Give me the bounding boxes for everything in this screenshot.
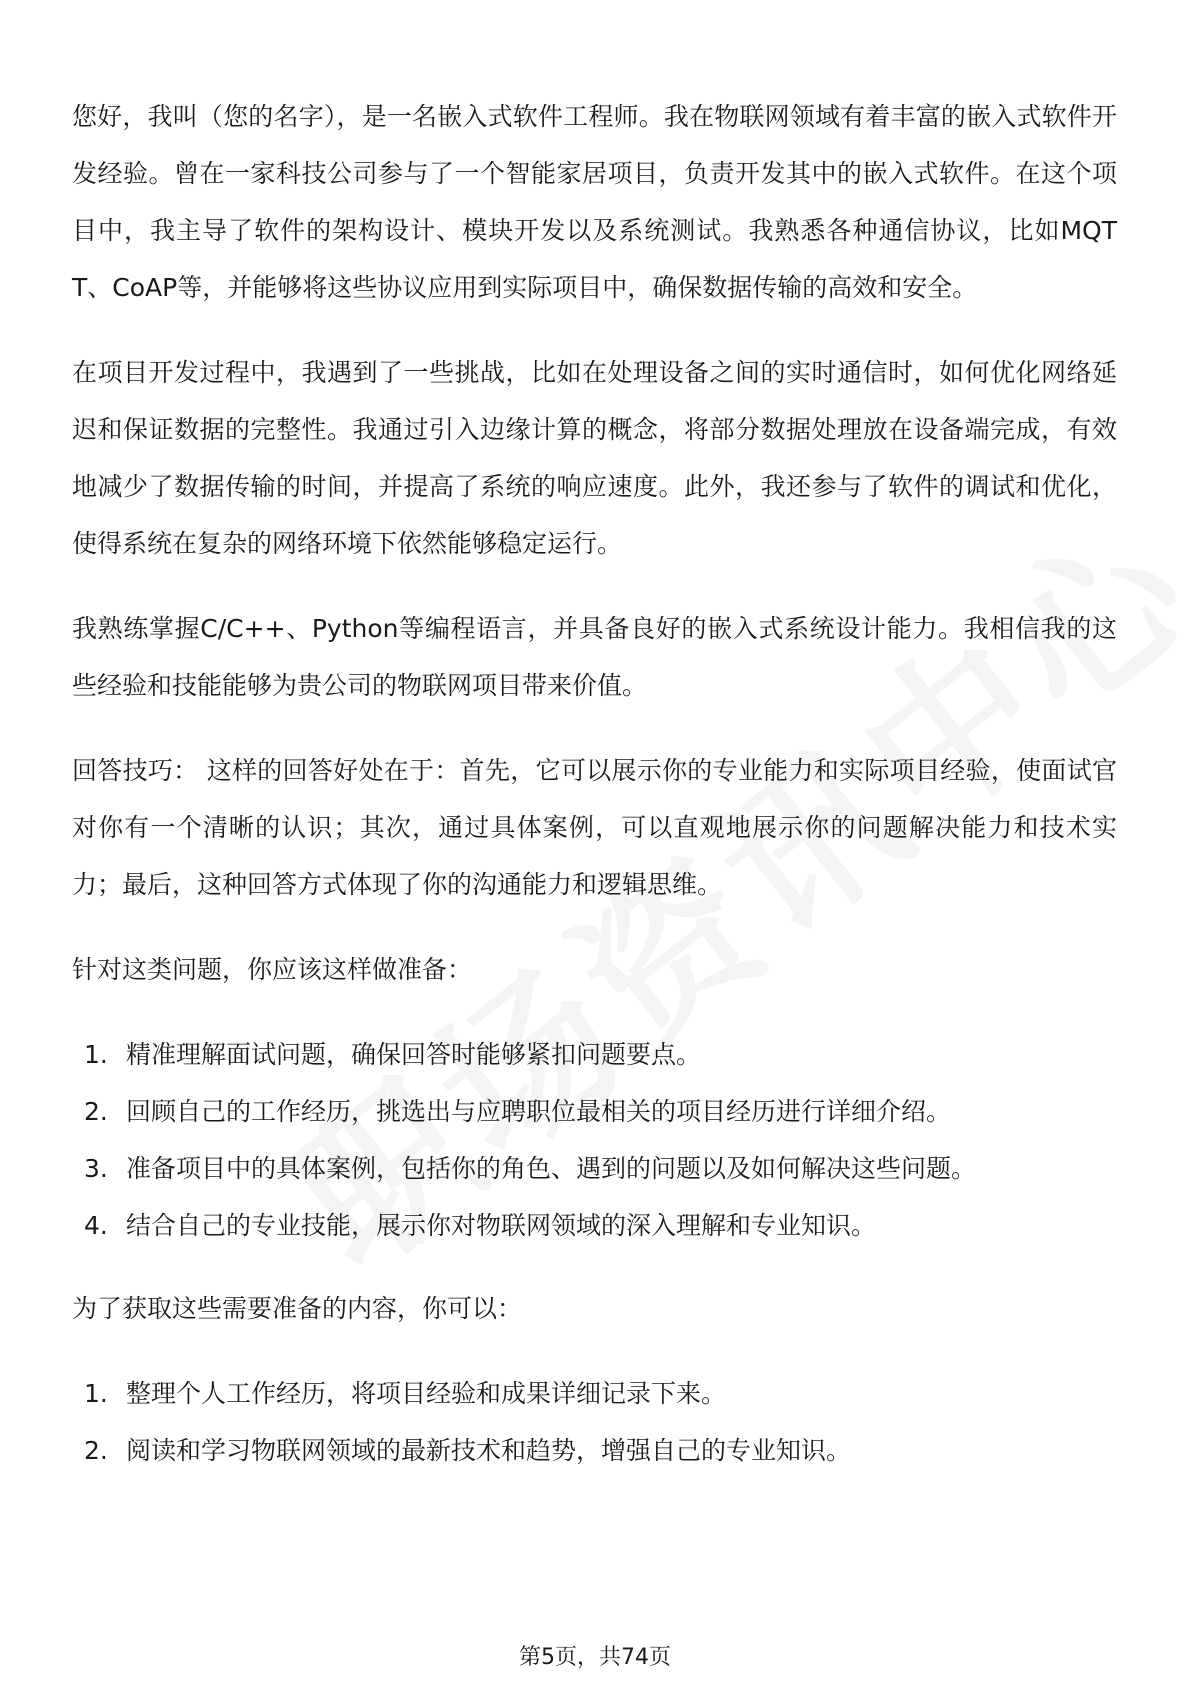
prep-intro-paragraph: 针对这类问题，你应该这样做准备： (72, 955, 473, 984)
list-item (72, 1026, 1117, 1083)
page-content (72, 88, 1117, 1505)
list-item (72, 1365, 1117, 1422)
list-item-number: 1. (84, 1040, 108, 1069)
skills-paragraph: 我熟练掌握C/C++、Python等编程语言，并具备良好的嵌入式系统设计能力。我相信我的这些经验和技能能够为贵公司的物联网项目带来价值。 (72, 614, 1117, 700)
list-item-text: 准备项目中的具体案例，包括你的角色、遇到的问题以及如何解决这些问题。 (126, 1154, 977, 1183)
list-item-number: 4. (84, 1211, 108, 1240)
list-item-text: 整理个人工作经历，将项目经验和成果详细记录下来。 (126, 1379, 727, 1408)
list-item-text: 精准理解面试问题，确保回答时能够紧扣问题要点。 (126, 1040, 702, 1069)
acquire-list (72, 1365, 1117, 1479)
intro-paragraph: 您好，我叫（您的名字），是一名嵌入式软件工程师。我在物联网领域有着丰富的嵌入式软件开发经验。曾在一家科技公司参与了一个智能家居项目，负责开发其中的嵌入式软件。在这个项目中，我主导了软件的架构设计、模块开发以及系统测试。我熟悉各种通信协议，比如MQTT、CoAP等，并能够将这些协议应用到实际项目中，确保数据传输的高效和安全。 (72, 102, 1117, 302)
page-number-footer: 第5页，共74页 (519, 1645, 671, 1670)
list-item (72, 1422, 1117, 1479)
list-item (72, 1083, 1117, 1140)
list-item (72, 1140, 1117, 1197)
list-item-text: 结合自己的专业技能，展示你对物联网领域的深入理解和专业知识。 (126, 1211, 877, 1240)
list-item-number: 1. (84, 1379, 108, 1408)
list-item-number: 3. (84, 1154, 108, 1183)
list-item-number: 2. (84, 1436, 108, 1465)
list-item-number: 2. (84, 1097, 108, 1126)
list-item (72, 1197, 1117, 1254)
prep-list (72, 1026, 1117, 1254)
acquire-intro-paragraph: 为了获取这些需要准备的内容，你可以： (72, 1294, 523, 1323)
answer-tips-paragraph: 回答技巧： 这样的回答好处在于：首先，它可以展示你的专业能力和实际项目经验，使面试官对你有一个清晰的认识；其次，通过具体案例，可以直观地展示你的问题解决能力和技术实力；最后，这种回答方式体现了你的沟通能力和逻辑思维。 (72, 756, 1117, 899)
list-item-text: 阅读和学习物联网领域的最新技术和趋势，增强自己的专业知识。 (126, 1436, 852, 1465)
list-item-text: 回顾自己的工作经历，挑选出与应聘职位最相关的项目经历进行详细介绍。 (126, 1097, 952, 1126)
challenge-paragraph: 在项目开发过程中，我遇到了一些挑战，比如在处理设备之间的实时通信时，如何优化网络延迟和保证数据的完整性。我通过引入边缘计算的概念，将部分数据处理放在设备端完成，有效地减少了数据传输的时间，并提高了系统的响应速度。此外，我还参与了软件的调试和优化，使得系统在复杂的网络环境下依然能够稳定运行。 (72, 358, 1117, 558)
